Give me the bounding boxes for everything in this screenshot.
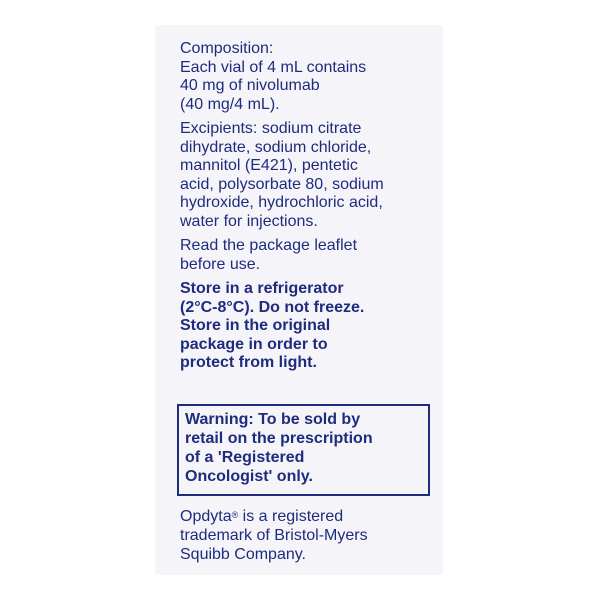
composition-section	[180, 40, 430, 114]
trademark-line	[180, 507, 430, 526]
excipients-line: water for injections.	[180, 212, 318, 230]
warning-line: retail on the prescription	[185, 430, 373, 447]
trademark-line: trademark of Bristol-Myers	[180, 527, 368, 544]
excipients-line: acid, polysorbate 80, sodium	[180, 175, 384, 193]
storage-section	[180, 280, 430, 373]
excipients-line: Excipients: sodium citrate	[180, 120, 362, 137]
leaflet-line: before use.	[180, 255, 261, 273]
storage-line: package in order to	[180, 335, 328, 353]
brand-name: Opdyta	[180, 508, 232, 525]
excipients-line: dihydrate, sodium chloride,	[180, 138, 372, 156]
warning-box	[177, 404, 430, 496]
leaflet-section	[180, 237, 430, 274]
excipients-line: mannitol (E421), pentetic	[180, 157, 358, 174]
composition-line: 40 mg of nivolumab	[180, 77, 320, 94]
excipients-line: hydroxide, hydrochloric acid,	[180, 194, 383, 211]
storage-line: protect from light.	[180, 354, 317, 371]
composition-line: (40 mg/4 mL).	[180, 95, 280, 113]
label-text	[180, 40, 430, 379]
composition-heading: Composition:	[180, 40, 274, 57]
composition-line: Each vial of 4 mL contains	[180, 58, 367, 76]
warning-line: Oncologist' only.	[185, 468, 313, 485]
registered-mark: ®	[231, 510, 239, 520]
trademark-line: Squibb Company.	[180, 546, 306, 563]
excipients-section	[180, 120, 430, 231]
leaflet-line: Read the package leaflet	[180, 237, 358, 254]
warning-line: Warning: To be sold by	[185, 411, 361, 428]
storage-line: Store in a refrigerator	[180, 280, 344, 297]
trademark-text: is a registered	[238, 508, 344, 525]
warning-line: of a 'Registered	[185, 449, 305, 466]
storage-line: Store in the original	[180, 317, 331, 334]
trademark-notice	[180, 507, 430, 564]
storage-line: (2°C-8°C). Do not freeze.	[180, 298, 365, 316]
